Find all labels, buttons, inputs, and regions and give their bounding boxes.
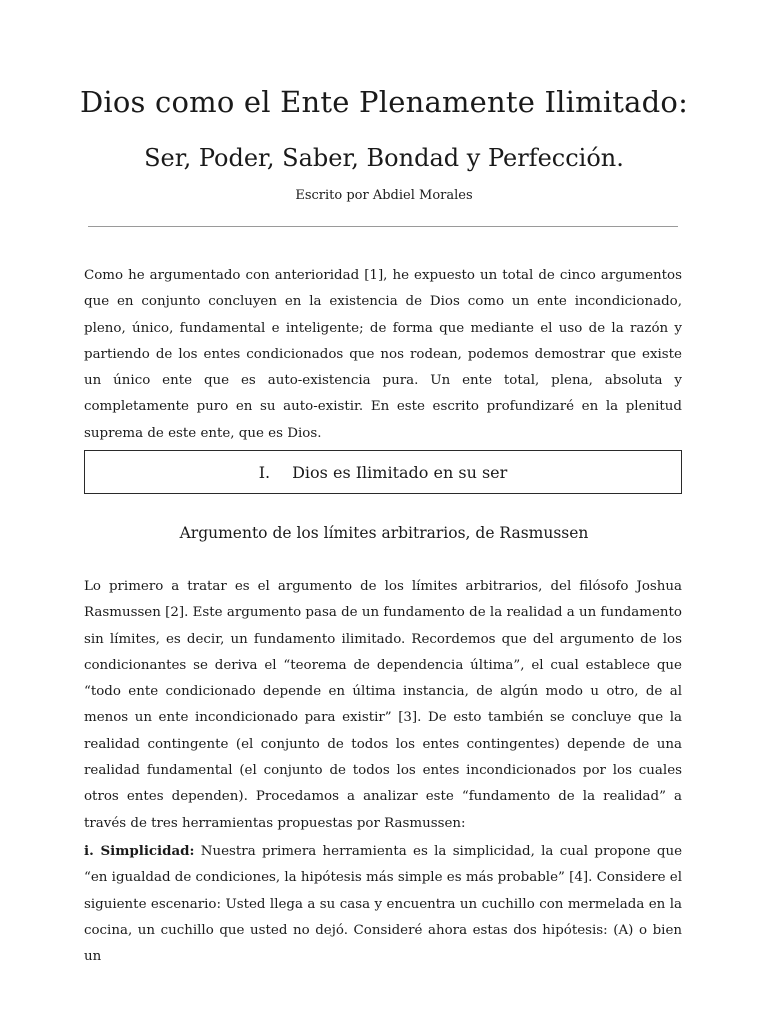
section-heading-box	[84, 450, 682, 494]
simplicity-term: i. Simplicidad:	[84, 843, 195, 859]
simplicity-text: Nuestra primera herramienta es la simplicidad, la cual propone que “en igualdad de condiciones, la hipótesis más simple es más probable” [4]. Considere el siguiente escenario: Usted llega a su casa y encuentra un cuchillo con mermelada en la cocina, un cuchillo que usted no dejó. Consideré ahora estas dos hipótesis: (A) o bien un	[84, 844, 682, 965]
document-subtitle: Ser, Poder, Saber, Bondad y Perfección.	[144, 144, 624, 172]
section-title: Dios es Ilimitado en su ser	[292, 462, 508, 482]
argument-paragraph: Lo primero a tratar es el argumento de los límites arbitrarios, del filósofo Joshua Rasmussen [2]. Este argumento pasa de un fundamento de la realidad a un fundamento sin límites, es decir, un fundamento ilimitado. Recordemos que del argumento de los condicionantes se deriva el “teorema de dependencia última”, el cual establece que “todo ente condicionado depende en última instancia, de algún modo u otro, de al menos un ente incondicionado para existir” [3]. De esto también se concluye que la realidad contingente (el conjunto de todos los entes contingentes) depende de una realidad fundamental (el conjunto de todos los entes incondicionados por los cuales otros entes dependen). Procedamos a analizar este “fundamento de la realidad” a través de tres herramientas propuestas por Rasmussen:	[84, 579, 682, 831]
header-divider	[88, 226, 678, 227]
author-line: Escrito por Abdiel Morales	[295, 188, 473, 203]
argument-heading: Argumento de los límites arbitrarios, de Rasmussen	[179, 524, 589, 542]
intro-paragraph: Como he argumentado con anterioridad [1], he expuesto un total de cinco argumentos que en conjunto concluyen en la existencia de Dios como un ente incondicionado, pleno, único, fundamental e inteligente; de forma que mediante el uso de la razón y partiendo de los entes condicionados que nos rodean, podemos demostrar que existe un único ente que es auto-existencia pura. Un ente total, plena, absoluta y completamente puro en su auto-existir. En este escrito profundizaré en la plenitud suprema de este ente, que es Dios.	[84, 268, 682, 441]
simplicity-paragraph	[84, 838, 682, 970]
document-title: Dios como el Ente Plenamente Ilimitado:	[79, 85, 689, 119]
section-number: I.	[258, 462, 271, 482]
